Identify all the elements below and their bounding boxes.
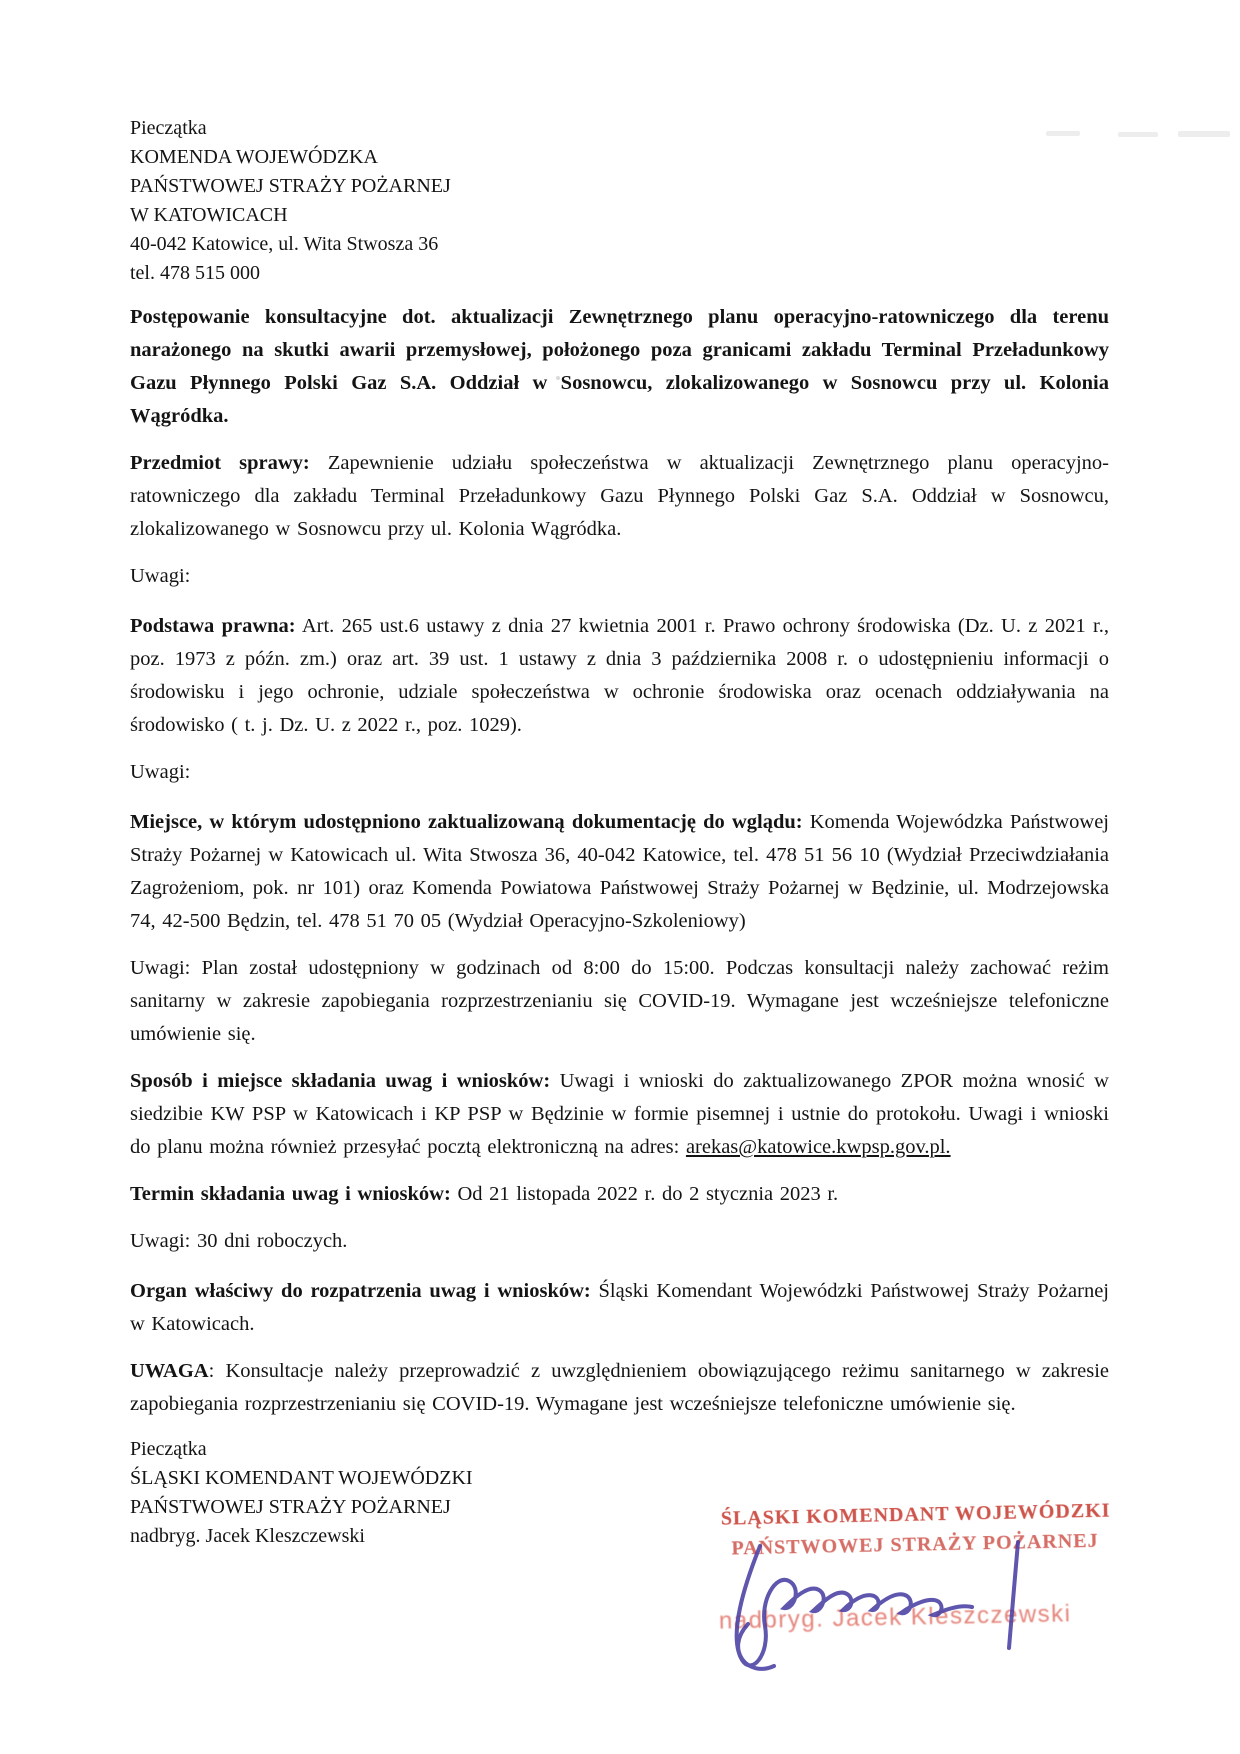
sender-name-line3: W KATOWICACH [130,204,288,226]
uwagi-line-2: Uwagi: [130,761,191,783]
subject-paragraph: Postępowanie konsultacyjne dot. aktualizacji Zewnętrznego planu operacyjno-ratowniczego dla terenu narażonego na skutki awarii przemysłowej, położonego poza granicami zakładu Terminal Przeładunkowy Gazu Płynnego Polski Gaz S.A. Oddział w Sosnowcu, zlokalizowanego w Sosnowcu przy ul. Kolonia Wągródka. [130,306,1109,427]
stamp-title-line1: ŚLĄSKI KOMENDANT WOJEWÓDZKI [720,1499,1111,1530]
section-text: Śląski Komendant Wojewódzki Państwowej Straży Pożarnej w Katowicach. [130,1280,1109,1335]
uwagi-line-1: Uwagi: [130,565,191,587]
sender-phone: tel. 478 515 000 [130,262,260,284]
stamp-label: Pieczątka [130,1438,207,1460]
scan-artifact [1118,132,1158,137]
section-text: Uwagi i wnioski do zaktualizowanego ZPOR można wnosić w siedzibie KW PSP w Katowicach i KP PSP w Będzinie w formie pisemnej i ustnie do protokołu. Uwagi i wnioski do planu można również przesyłać pocztą elektroniczną na adres: [130,1070,1109,1158]
sender-name-line2: PAŃSTWOWEJ STRAŻY POŻARNEJ [130,175,451,197]
uwagi-dni-line: Uwagi: 30 dni roboczych. [130,1230,348,1252]
stamp-label: Pieczątka [130,117,207,139]
section-text: Komenda Wojewódzka Państwowej Straży Pożarnej w Katowicach ul. Wita Stwosza 36, 40-042 Katowice, tel. 478 51 56 10 (Wydział Przeciwdziałania Zagrożeniom, pok. nr 101) oraz Komenda Powiatowa Państwowej Straży Pożarnej w Będzinie, ul. Modrzejowska 74, 42-500 Będzin, tel. 478 51 70 05 (Wydział Operacyjno-Szkoleniowy) [130,811,1109,932]
section-label: Miejsce, w którym udostępniono zaktualizowaną dokumentację do wglądu: [130,811,803,833]
section-miejsce-wgladu [130,806,1109,938]
stamp-title-line2: PAŃSTWOWEJ STRAŻY POŻARNEJ [731,1529,1099,1560]
document-content [130,114,1109,1551]
section-przedmiot-sprawy [130,447,1109,546]
stamp-name-line: nadbryg. Jacek Kleszczewski [718,1600,1072,1635]
signatory-block [130,1435,1109,1551]
section-podstawa-prawna [130,610,1109,742]
section-label: Organ właściwy do rozpatrzenia uwag i wniosków: [130,1280,591,1302]
section-label: Termin składania uwag i wniosków: [130,1183,451,1205]
section-text: : Konsultacje należy przeprowadzić z uwzględnieniem obowiązującego reżimu sanitarnego w zakresie zapobiegania rozprzestrzenianiu się COVID-19. Wymagane jest wcześniejsze telefoniczne umówienie się. [130,1360,1109,1415]
section-label: UWAGA [130,1360,209,1382]
section-label: Sposób i miejsce składania uwag i wniosków: [130,1070,551,1092]
section-termin [130,1178,1109,1211]
sender-name-line1: KOMENDA WOJEWÓDZKA [130,146,378,168]
signatory-name: nadbryg. Jacek Kleszczewski [130,1525,365,1547]
signatory-title-line2: PAŃSTWOWEJ STRAŻY POŻARNEJ [130,1496,451,1518]
email-address: arekas@katowice.kwpsp.gov.pl. [685,1136,951,1158]
section-label: Podstawa prawna: [130,615,296,637]
section-uwaga-covid [130,1355,1109,1421]
signatory-title-line1: ŚLĄSKI KOMENDANT WOJEWÓDZKI [130,1467,473,1489]
section-sposob-skladania [130,1065,1109,1164]
sender-address: 40-042 Katowice, ul. Wita Stwosza 36 [130,233,439,255]
section-organ-wlasciwy [130,1275,1109,1341]
scan-artifact [1178,131,1230,137]
section-text: Od 21 listopada 2022 r. do 2 stycznia 2023 r. [450,1183,839,1205]
section-text: Art. 265 ust.6 ustawy z dnia 27 kwietnia 2001 r. Prawo ochrony środowiska (Dz. U. z 2021 r., poz. 1973 z późn. zm.) oraz art. 39 ust. 1 ustawy z dnia 3 października 2008 r. o udostępnieniu informacji o środowisku i jego ochronie, udziale społeczeństwa w ochronie środowiska oraz ocenach oddziaływania na środowisko ( t. j. Dz. U. z 2022 r., poz. 1029). [130,615,1109,736]
uwagi-plan-paragraph: Uwagi: Plan został udostępniony w godzinach od 8:00 do 15:00. Podczas konsultacji należy zachować reżim sanitarny w zakresie zapobiegania rozprzestrzenianiu się COVID-19. Wymagane jest wcześniejsze telefoniczne umówienie się. [130,957,1109,1045]
sender-header-block [130,114,1109,288]
section-label: Przedmiot sprawy: [130,452,310,474]
section-text: Zapewnienie udziału społeczeństwa w aktualizacji Zewnętrznego planu operacyjno-ratowniczego dla zakładu Terminal Przeładunkowy Gazu Płynnego Polski Gaz S.A. Oddział w Sosnowcu, zlokalizowanego w Sosnowcu przy ul. Kolonia Wągródka. [130,452,1109,540]
